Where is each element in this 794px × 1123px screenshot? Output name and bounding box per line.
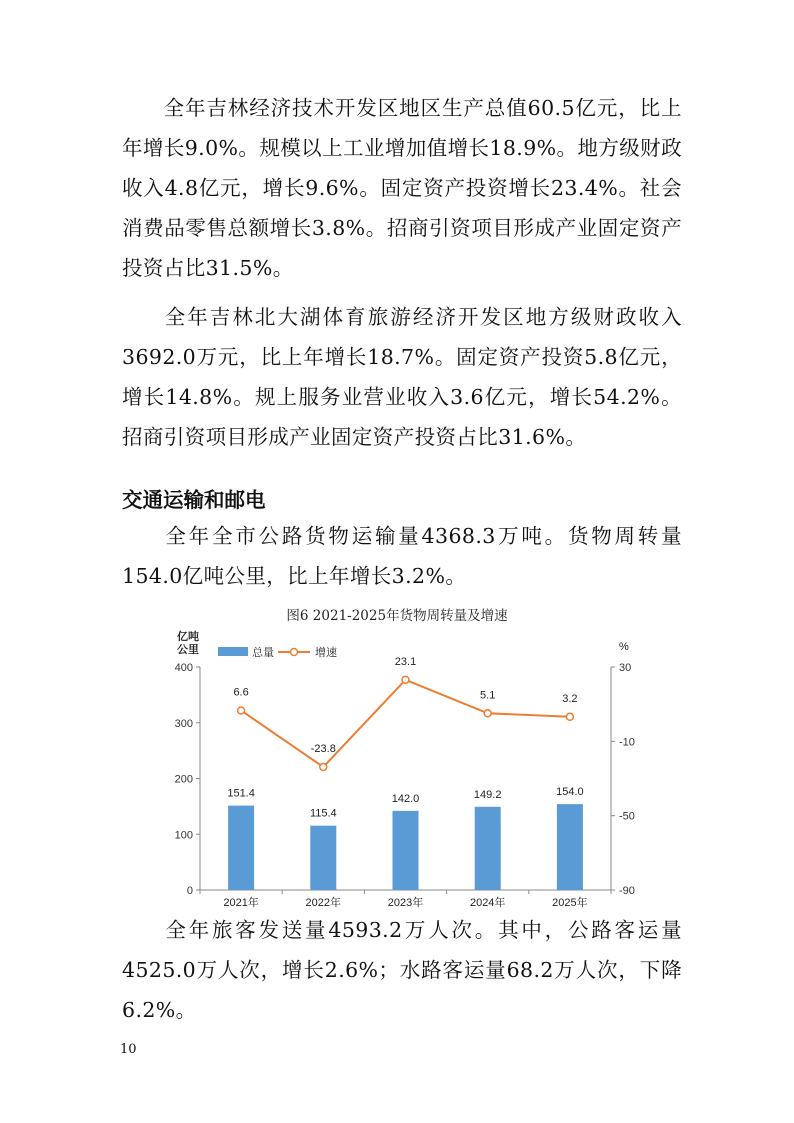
bar-value-label: 154.0 — [556, 786, 584, 799]
bar-2024年 — [475, 807, 501, 890]
legend-bar-label: 总量 — [252, 647, 274, 659]
x-tick-label: 2023年 — [387, 897, 424, 909]
left-tick-label: 200 — [174, 773, 193, 786]
x-tick-label: 2024年 — [469, 897, 506, 909]
bar-value-label: 151.4 — [227, 787, 255, 800]
paragraph-text: 全年全市公路货物运输量4368.3万吨。货物周转量154.0亿吨公里，比上年增长3.2%。 — [122, 524, 682, 588]
right-tick-label: -10 — [619, 736, 635, 749]
growth-point-2025年 — [566, 713, 573, 720]
chart-legend — [218, 645, 337, 659]
legend-line-label: 增速 — [315, 647, 337, 659]
left-tick-label: 100 — [174, 829, 193, 842]
x-tick-label: 2021年 — [223, 897, 259, 909]
section-heading: 交通运输和邮电 — [122, 488, 266, 512]
paragraph-freight — [122, 516, 682, 596]
paragraph-text: 全年吉林北大湖体育旅游经济开发区地方级财政收入3692.0万元，比上年增长18.7%。固定资产投资5.8亿元，增长14.8%。规上服务业营业收入3.6亿元，增长54.2%。招商引资项目形成产业固定资产投资占比31.6%。 — [122, 305, 682, 449]
growth-point-2021年 — [238, 707, 245, 714]
left-axis-unit-label: 亿吨 — [177, 631, 199, 643]
paragraph-text: 全年旅客发送量4593.2万人次。其中，公路客运量4525.0万人次，增长2.6%；水路客运量68.2万人次，下降6.2%。 — [122, 918, 682, 1022]
legend-line-marker — [291, 649, 298, 656]
growth-value-label: 23.1 — [394, 655, 417, 668]
right-tick-label: -50 — [619, 810, 635, 823]
paragraph-text: 全年吉林经济技术开发区地区生产总值60.5亿元，比上年增长9.0%。规模以上工业增加值增长18.9%。地方级财政收入4.8亿元，增长9.6%。固定资产投资增长23.4%。社会消费品零售总额增长3.8%。招商引资项目形成产业固定资产投资占比31.5%。 — [122, 96, 682, 280]
paragraph-beidahu-zone — [122, 297, 682, 457]
left-tick-label: 0 — [186, 885, 193, 897]
right-tick-label: 30 — [619, 662, 632, 674]
page-number: 10 — [120, 1042, 137, 1057]
x-tick-label: 2025年 — [552, 897, 588, 909]
bar-series — [228, 804, 583, 890]
growth-line — [241, 680, 570, 767]
growth-value-label: 6.6 — [233, 686, 249, 699]
bar-value-label: 142.0 — [391, 792, 420, 805]
right-axis-unit-label: % — [619, 641, 629, 653]
growth-point-2024年 — [484, 710, 491, 717]
right-tick-label: -90 — [619, 885, 635, 897]
growth-point-2023年 — [402, 676, 409, 683]
left-axis-unit-label: 公里 — [177, 644, 199, 656]
left-tick-label: 300 — [174, 717, 193, 730]
bar-2025年 — [557, 804, 583, 890]
freight-turnover-chart — [170, 628, 660, 910]
growth-value-label: 5.1 — [480, 689, 496, 702]
bar-value-label: 115.4 — [309, 807, 337, 820]
bar-2022年 — [310, 826, 336, 890]
paragraph-jilin-econ-dev-zone — [122, 88, 682, 288]
paragraph-passengers — [122, 910, 682, 1030]
chart-title: 图6 2021-2025年货物周转量及增速 — [286, 608, 508, 624]
left-tick-label: 400 — [174, 662, 193, 674]
bar-value-label: 149.2 — [473, 788, 502, 801]
growth-value-label: 3.2 — [562, 692, 578, 705]
legend-bar-swatch — [218, 647, 248, 656]
line-series — [238, 676, 574, 770]
bar-2021年 — [228, 806, 254, 890]
growth-value-label: -23.8 — [310, 742, 336, 755]
x-tick-label: 2022年 — [305, 897, 342, 909]
bar-2023年 — [393, 811, 419, 890]
growth-point-2022年 — [320, 763, 327, 770]
